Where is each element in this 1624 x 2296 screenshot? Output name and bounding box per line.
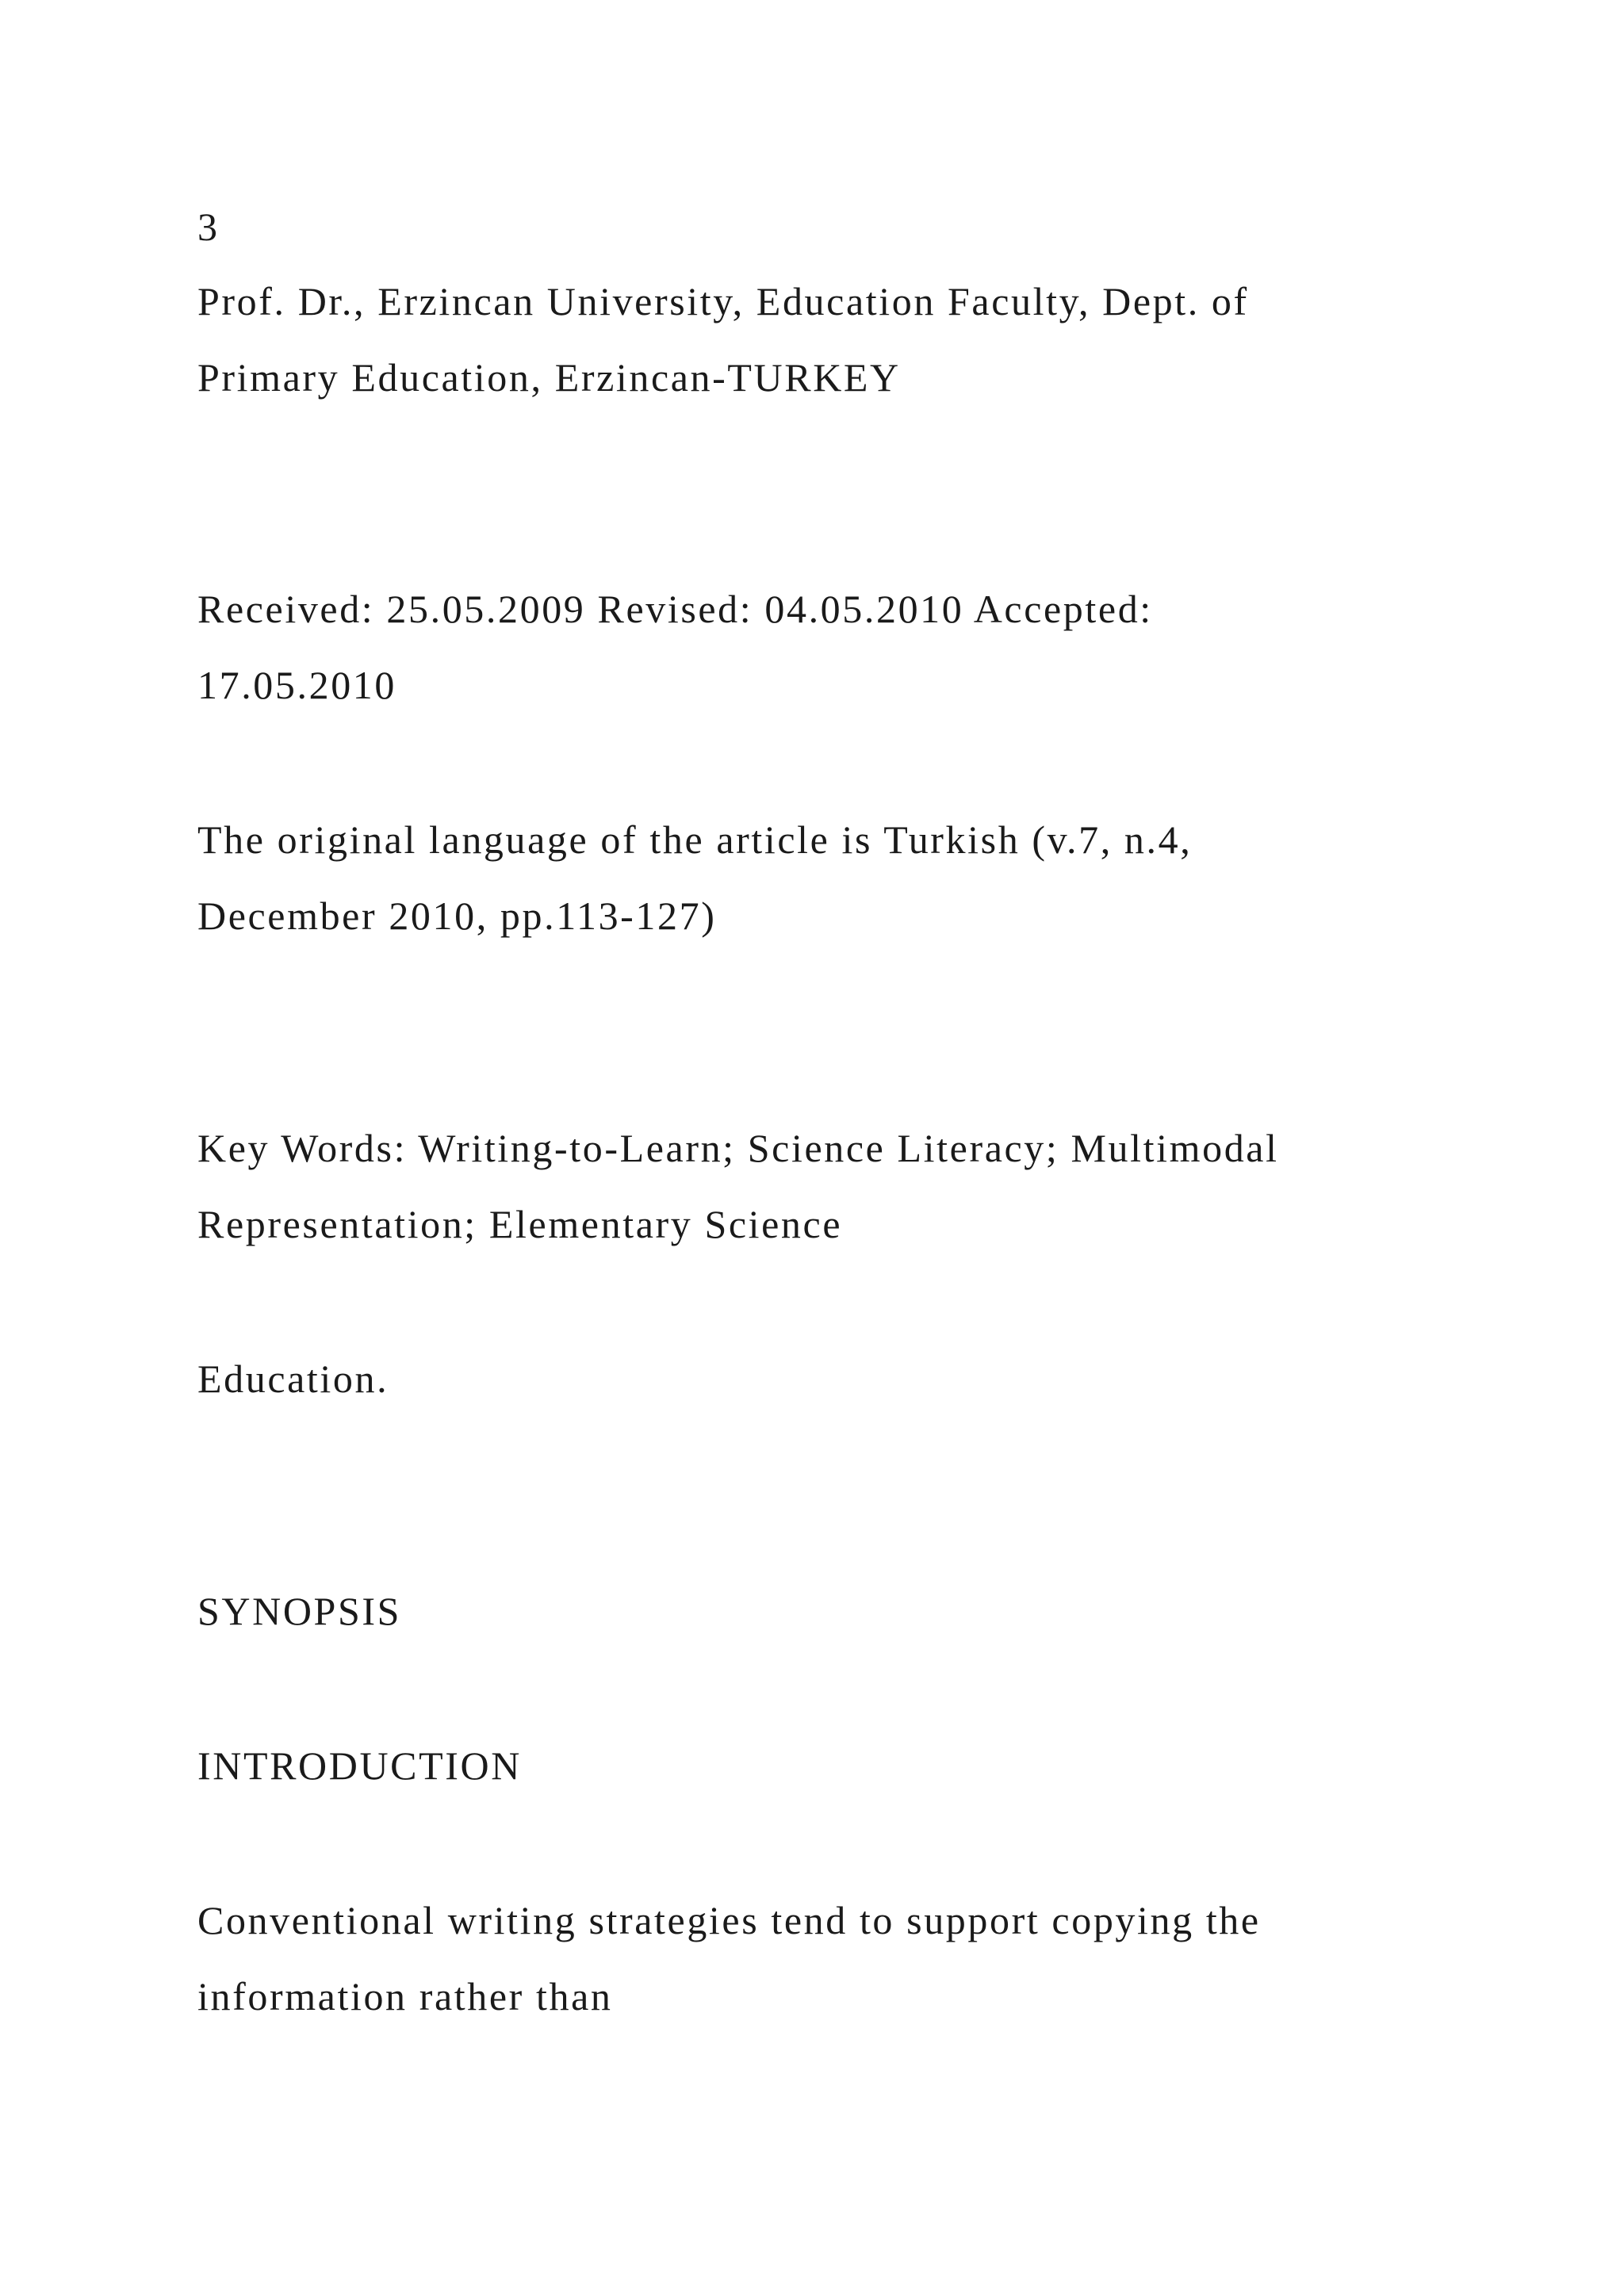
dates-line-1: Received: 25.05.2009 Revised: 04.05.2010 Accepted: <box>197 587 1153 631</box>
introduction-heading: INTRODUCTION <box>197 1743 522 1788</box>
keywords-line-2: Representation; Elementary Science <box>197 1202 843 1246</box>
affiliation-line-1: Prof. Dr., Erzincan University, Education Faculty, Dept. of <box>197 279 1249 323</box>
dates-line-2: 17.05.2010 <box>197 663 396 707</box>
footnote-number: 3 <box>197 205 220 249</box>
body-text-line-1: Conventional writing strategies tend to support copying the <box>197 1898 1261 1942</box>
keywords-line-1: Key Words: Writing-to-Learn; Science Literacy; Multimodal <box>197 1126 1279 1170</box>
original-language-line-2: December 2010, pp.113-127) <box>197 894 717 938</box>
body-text-line-2: information rather than <box>197 1974 613 2019</box>
synopsis-heading: SYNOPSIS <box>197 1589 402 1633</box>
affiliation-line-2: Primary Education, Erzincan-TURKEY <box>197 355 901 400</box>
original-language-line-1: The original language of the article is Turkish (v.7, n.4, <box>197 817 1193 862</box>
keywords-line-3: Education. <box>197 1357 389 1401</box>
